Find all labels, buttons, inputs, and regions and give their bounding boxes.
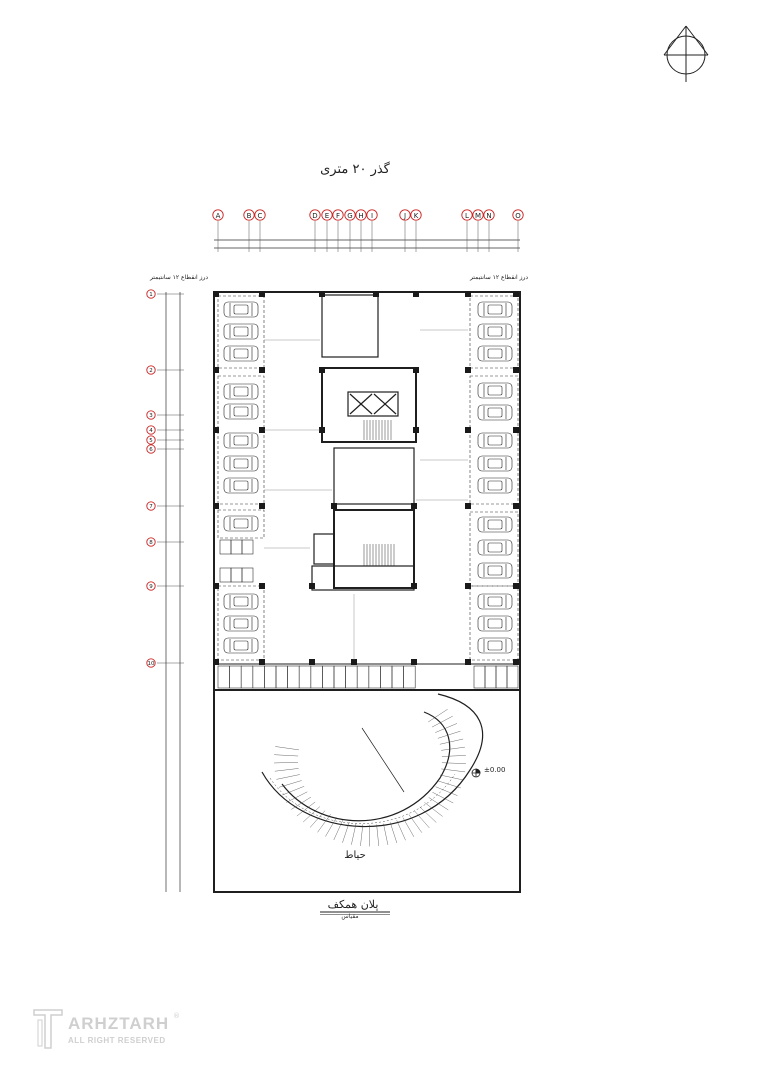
column: [331, 503, 337, 509]
level-marker-icon: [472, 769, 480, 777]
storage-cell: [220, 540, 231, 554]
grid-bubble-label: M: [474, 212, 482, 220]
grid-bubble-label: O: [515, 212, 521, 220]
ramp-tick: [420, 807, 437, 823]
column: [465, 367, 471, 373]
car-icon: [478, 302, 512, 317]
expansion-joint-label-right: درز انقطاع ۱۲ سانتیمتر: [470, 274, 529, 281]
storage-cell: [380, 666, 392, 688]
column: [319, 291, 325, 297]
car-icon: [478, 594, 512, 609]
north-arrow-icon: [664, 26, 708, 82]
grid-bubble-label: A: [215, 212, 221, 220]
storage-cell: [218, 666, 230, 688]
level-label: ±0.00: [484, 766, 506, 774]
storage-cell: [241, 666, 253, 688]
structural-columns: [213, 291, 519, 665]
storage-cell: [242, 540, 253, 554]
ramp-tick: [275, 746, 299, 749]
column: [213, 367, 219, 373]
ramp-tick: [274, 762, 298, 763]
interior-dimension-lines: [264, 330, 468, 660]
storage-cell: [288, 666, 300, 688]
storage-cell: [220, 568, 231, 582]
grid-bubble-label: L: [465, 212, 469, 220]
ramp-tick: [397, 820, 406, 840]
column: [513, 583, 519, 589]
column: [259, 291, 265, 297]
ramp-tick: [351, 824, 356, 845]
ramp-tick: [436, 787, 458, 796]
grid-bubble-label: H: [358, 212, 364, 220]
storage-cell: [369, 666, 381, 688]
column: [259, 659, 265, 665]
car-icon: [224, 302, 258, 317]
grid-bubble-label: 10: [147, 661, 155, 668]
plan-subtitle: مقیاس: [341, 913, 359, 920]
storage-cell: [474, 666, 485, 688]
car-icon: [224, 638, 258, 653]
column: [411, 583, 417, 589]
column: [213, 659, 219, 665]
ramp-tick: [274, 755, 298, 756]
storage-cell: [242, 568, 253, 582]
column: [309, 659, 315, 665]
column: [259, 367, 265, 373]
column: [309, 583, 315, 589]
grid-bubble-label: 7: [149, 504, 153, 511]
column-grid-bubbles: [213, 210, 523, 252]
column: [465, 427, 471, 433]
car-icon: [224, 516, 258, 531]
car-icon: [478, 478, 512, 493]
ramp-tick: [438, 781, 461, 788]
car-icon: [478, 563, 512, 578]
column: [413, 427, 419, 433]
column: [513, 427, 519, 433]
car-icon: [224, 478, 258, 493]
storage-cell: [276, 666, 288, 688]
grid-bubble-label: N: [486, 212, 492, 220]
curved-ramp: [262, 694, 483, 827]
ramp-hatch: [274, 709, 466, 846]
car-icon: [224, 324, 258, 339]
column: [259, 503, 265, 509]
car-icon: [478, 616, 512, 631]
grid-bubble-label: 3: [149, 413, 153, 420]
column: [319, 367, 325, 373]
car-icon: [478, 456, 512, 471]
ramp-tick: [442, 763, 466, 764]
column: [411, 503, 417, 509]
car-icon: [478, 638, 512, 653]
storage-cells: [218, 540, 518, 688]
car-icon: [224, 456, 258, 471]
car-icon: [478, 433, 512, 448]
ramp-tick: [276, 775, 299, 780]
column: [465, 291, 471, 297]
building-outline: [214, 292, 520, 892]
grid-bubble-label: 9: [149, 584, 153, 591]
logo-name: ARHZTARH: [68, 1014, 170, 1033]
grid-bubble-label: J: [403, 212, 407, 220]
storage-cell: [485, 666, 496, 688]
column: [465, 503, 471, 509]
grid-bubble-label: 5: [149, 438, 153, 445]
car-icon: [224, 346, 258, 361]
ramp-tick: [442, 755, 466, 756]
column: [513, 367, 519, 373]
ramp-tick: [360, 824, 362, 845]
storage-cell: [392, 666, 404, 688]
storage-cell: [322, 666, 334, 688]
ramp-tick: [438, 731, 461, 738]
grid-bubble-label: 4: [149, 428, 153, 435]
plan-title: پلان همکف: [327, 898, 379, 911]
grid-bubble-label: 8: [149, 540, 153, 547]
ramp-tick: [275, 768, 299, 771]
column: [513, 659, 519, 665]
grid-bubble-label: E: [324, 212, 330, 220]
column: [413, 291, 419, 297]
grid-bubble-label: 2: [149, 368, 153, 375]
storage-cell: [496, 666, 507, 688]
storage-cell: [507, 666, 518, 688]
column: [213, 427, 219, 433]
watermark-logo: [32, 1002, 182, 1054]
column: [465, 659, 471, 665]
logo-rights: ALL RIGHT RESERVED: [68, 1036, 166, 1045]
storage-cell: [299, 666, 311, 688]
car-icon: [478, 383, 512, 398]
storage-cell: [311, 666, 323, 688]
storage-cell: [231, 568, 242, 582]
column: [513, 291, 519, 297]
column: [413, 367, 419, 373]
yard-label: حیاط: [344, 850, 366, 861]
grid-bubble-label: F: [335, 212, 341, 220]
ramp-tick: [325, 817, 336, 836]
storage-cell: [334, 666, 346, 688]
ramp-tick: [440, 775, 463, 780]
column: [411, 659, 417, 665]
car-icon: [478, 540, 512, 555]
car-icon: [224, 594, 258, 609]
grid-bubble-label: K: [413, 212, 419, 220]
car-icon: [224, 404, 258, 419]
grid-bubble-label: D: [312, 212, 318, 220]
car-icon: [224, 384, 258, 399]
grid-bubble-label: C: [257, 212, 263, 220]
logo-t-icon: [32, 1002, 68, 1054]
column: [213, 291, 219, 297]
car-icon: [478, 346, 512, 361]
column: [513, 503, 519, 509]
storage-cell: [404, 666, 416, 688]
storage-cell: [357, 666, 369, 688]
car-icon: [224, 616, 258, 631]
row-grid-bubbles: [147, 290, 184, 667]
car-icon: [478, 405, 512, 420]
column: [213, 583, 219, 589]
street-label: گذر ۲۰ متری: [320, 162, 390, 177]
ramp-tick: [440, 739, 463, 744]
expansion-joint-label-left: درز انقطاع ۱۲ سانتیمتر: [150, 274, 209, 281]
storage-cell: [346, 666, 358, 688]
car-icon: [224, 433, 258, 448]
ramp-tick: [390, 822, 397, 843]
car-icon: [478, 324, 512, 339]
grid-bubble-label: 6: [149, 447, 153, 454]
grid-bubble-label: B: [246, 212, 252, 220]
ramp-tick: [383, 824, 387, 845]
parked-cars: [224, 302, 512, 653]
ramp-tick: [377, 825, 379, 847]
row-dimension-lines: [166, 292, 180, 892]
grid-bubble-label: 1: [149, 292, 153, 299]
ramp-tick: [403, 818, 414, 837]
column: [213, 503, 219, 509]
logo-registered: ®: [173, 1012, 180, 1020]
grid-bubble-label: G: [347, 212, 353, 220]
storage-cell: [231, 540, 242, 554]
ramp-tick: [441, 769, 465, 772]
storage-cell: [264, 666, 276, 688]
column: [373, 291, 379, 297]
column: [465, 583, 471, 589]
car-icon: [478, 517, 512, 532]
column: [259, 583, 265, 589]
grid-bubble-label: I: [370, 212, 374, 220]
storage-cell: [230, 666, 242, 688]
storage-cell: [253, 666, 265, 688]
ramp-tick: [441, 747, 465, 750]
